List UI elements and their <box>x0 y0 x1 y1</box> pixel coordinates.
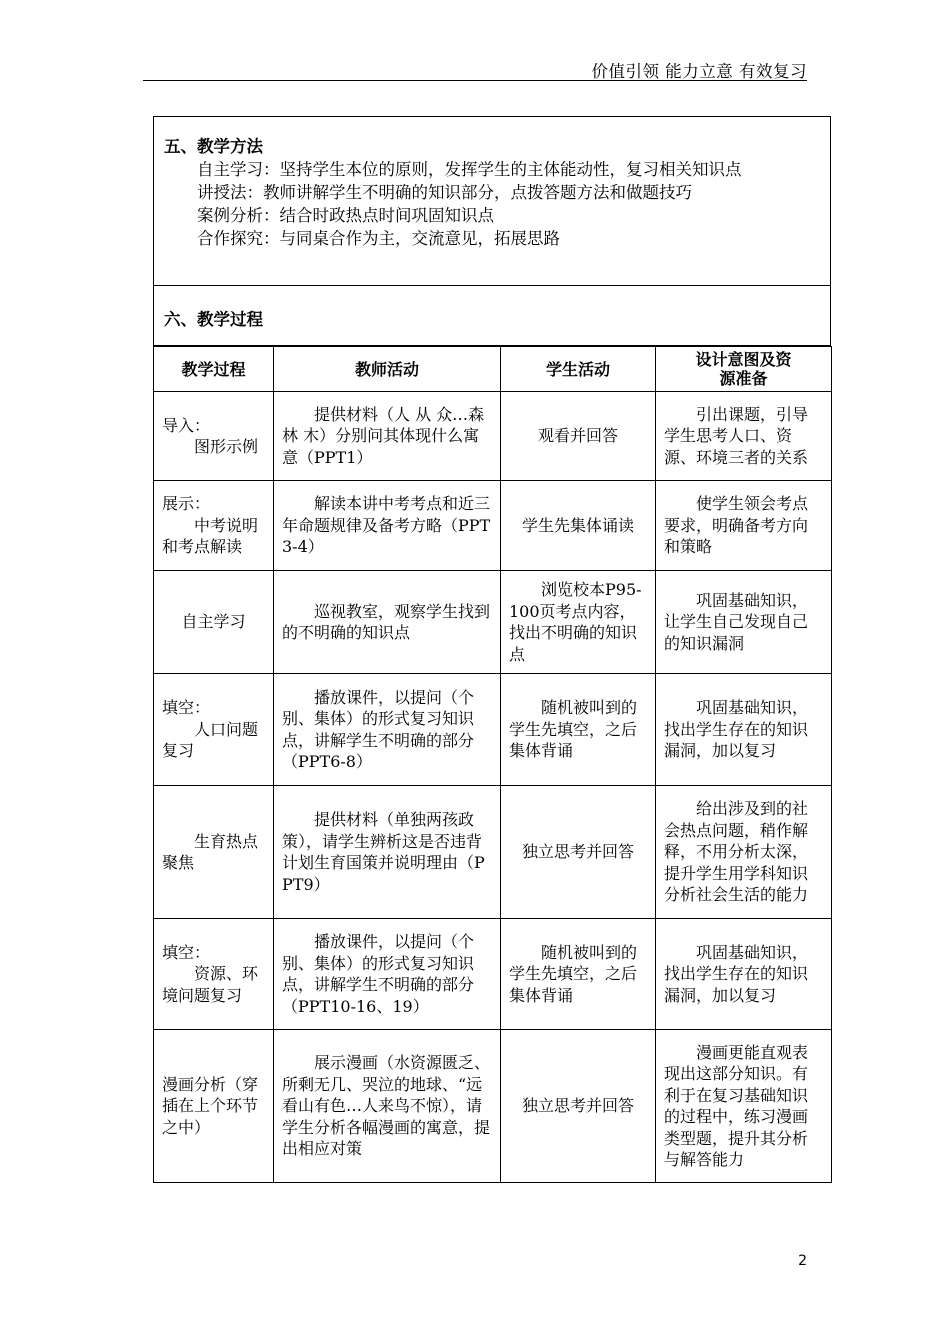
header-rule <box>143 80 807 81</box>
teacher-activity: 解读本讲中考考点和近三年命题规律及备考方略（PPT3-4） <box>274 481 501 571</box>
section-title: 五、教学方法 <box>164 137 263 156</box>
stage-cell: 生育热点聚焦 <box>154 786 274 919</box>
student-activity: 浏览校本P95-100页考点内容，找出不明确的知识点 <box>501 571 656 674</box>
section-teaching-process <box>153 286 831 346</box>
column-header: 学生活动 <box>501 347 656 392</box>
teacher-activity: 巡视教室，观察学生找到的不明确的知识点 <box>274 571 501 674</box>
table-row <box>154 571 832 674</box>
design-intent: 引出课题，引导学生思考人口、资源、环境三者的关系 <box>656 392 832 481</box>
teacher-activity: 提供材料（人 从 众…森 林 木）分别问其体现什么寓意（PPT1） <box>274 392 501 481</box>
method-item: 自主学习：坚持学生本位的原则，发挥学生的主体能动性，复习相关知识点 <box>197 160 742 179</box>
column-header: 教师活动 <box>274 347 501 392</box>
document-body <box>153 116 831 1183</box>
stage-cell: 漫画分析（穿插在上个环节之中） <box>154 1030 274 1183</box>
stage-cell: 导入： 图形示例 <box>154 392 274 481</box>
table-row <box>154 392 832 481</box>
teacher-activity: 播放课件，以提问（个别、集体）的形式复习知识点，讲解学生不明确的部分（PPT10-16、19） <box>274 919 501 1030</box>
table-row <box>154 674 832 786</box>
design-intent: 给出涉及到的社会热点问题，稍作解释，不用分析太深，提升学生用学科知识分析社会生活的能力 <box>656 786 832 919</box>
column-header: 教学过程 <box>154 347 274 392</box>
student-activity: 独立思考并回答 <box>501 786 656 919</box>
student-activity: 观看并回答 <box>501 392 656 481</box>
table-row <box>154 1030 832 1183</box>
teacher-activity: 展示漫画（水资源匮乏、所剩无几、哭泣的地球、“远看山有色…人来鸟不惊），请学生分析各幅漫画的寓意，提出相应对策 <box>274 1030 501 1183</box>
stage-cell: 填空： 资源、环境问题复习 <box>154 919 274 1030</box>
design-intent: 使学生领会考点要求，明确备考方向和策略 <box>656 481 832 571</box>
stage-cell: 填空： 人口问题复习 <box>154 674 274 786</box>
student-activity: 随机被叫到的学生先填空，之后集体背诵 <box>501 919 656 1030</box>
page-number: 2 <box>798 1253 807 1269</box>
student-activity: 学生先集体诵读 <box>501 481 656 571</box>
method-item: 讲授法：教师讲解学生不明确的知识部分，点拨答题方法和做题技巧 <box>197 183 692 202</box>
teacher-activity: 提供材料（单独两孩政策），请学生辨析这是否违背计划生育国策并说明理由（PPT9） <box>274 786 501 919</box>
method-item: 合作探究：与同桌合作为主，交流意见，拓展思路 <box>197 229 560 248</box>
section-title: 六、教学过程 <box>164 310 263 329</box>
design-intent: 巩固基础知识，找出学生存在的知识漏洞，加以复习 <box>656 674 832 786</box>
table-row <box>154 919 832 1030</box>
stage-cell: 展示： 中考说明和考点解读 <box>154 481 274 571</box>
student-activity: 随机被叫到的学生先填空，之后集体背诵 <box>501 674 656 786</box>
stage-cell: 自主学习 <box>154 571 274 674</box>
process-table <box>153 346 832 1183</box>
design-intent: 漫画更能直观表现出这部分知识。有利于在复习基础知识的过程中，练习漫画类型题，提升其分析与解答能力 <box>656 1030 832 1183</box>
design-intent: 巩固基础知识，找出学生存在的知识漏洞，加以复习 <box>656 919 832 1030</box>
student-activity: 独立思考并回答 <box>501 1030 656 1183</box>
table-row <box>154 481 832 571</box>
page-header: 价值引领 能力立意 有效复习 <box>591 62 807 81</box>
method-item: 案例分析：结合时政热点时间巩固知识点 <box>197 206 494 225</box>
teacher-activity: 播放课件，以提问（个别、集体）的形式复习知识点，讲解学生不明确的部分（PPT6-8） <box>274 674 501 786</box>
column-header: 设计意图及资源准备 <box>656 347 832 392</box>
design-intent: 巩固基础知识，让学生自己发现自己的知识漏洞 <box>656 571 832 674</box>
table-row <box>154 786 832 919</box>
section-teaching-methods <box>153 116 831 286</box>
table-header-row <box>154 347 832 392</box>
